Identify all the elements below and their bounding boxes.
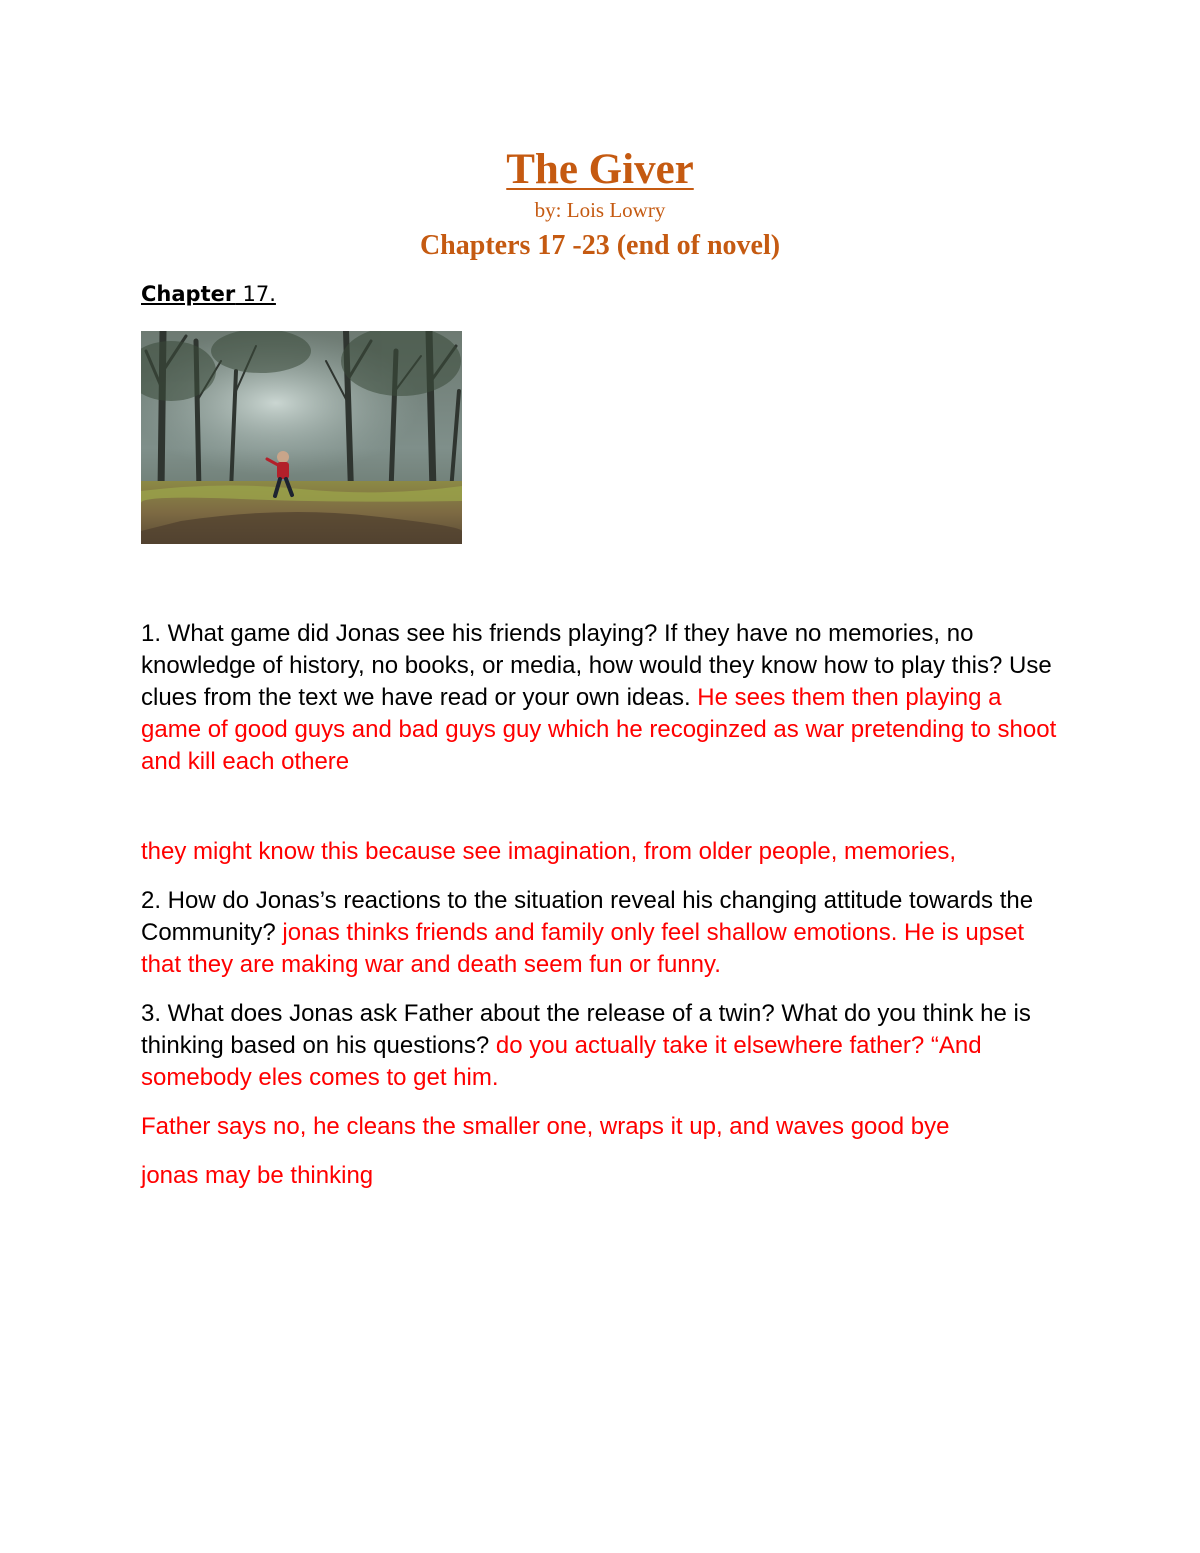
question-1-extra-answer: they might know this because see imagination, from older people, memories, xyxy=(141,838,957,865)
question-2-answer: jonas thinks friends and family only feel shallow emotions. He is upset that they are making war and death seem fun or funny. xyxy=(141,919,1025,978)
document-header xyxy=(0,142,1200,264)
document-subtitle: Chapters 17 -23 (end of novel) xyxy=(419,230,781,261)
document-title: The Giver xyxy=(506,146,694,193)
question-3 xyxy=(141,998,1061,1094)
chapter-photo-child-in-forest xyxy=(141,331,462,544)
question-2 xyxy=(141,885,1061,981)
question-3-extra-answer-2: jonas may be thinking xyxy=(141,1162,374,1189)
chapter-label: Chapter xyxy=(141,282,236,306)
question-1-answer: He sees them then playing a game of good guys and bad guys guy which he recoginzed as war pretending to shoot and kill each othere xyxy=(141,684,1057,775)
question-3-answer: do you actually take it elsewhere father? “And somebody eles comes to get him. xyxy=(141,1032,982,1091)
question-3-extra-answer-1: Father says no, he cleans the smaller one, wraps it up, and waves good bye xyxy=(141,1113,950,1140)
document-author: by: Lois Lowry xyxy=(534,198,666,222)
question-3-text: 3. What does Jonas ask Father about the release of a twin? What do you think he is thinking based on his questions? xyxy=(141,1000,1031,1059)
question-2-text: 2. How do Jonas’s reactions to the situation reveal his changing attitude towards the Community? xyxy=(141,887,1034,946)
question-1 xyxy=(141,618,1061,778)
question-list xyxy=(141,618,1061,1192)
chapter-number: 17. xyxy=(242,282,276,306)
chapter-heading xyxy=(141,280,276,308)
question-1-text: 1. What game did Jonas see his friends playing? If they have no memories, no knowledge of history, no books, or media, how would they know how to play this? Use clues from the text we have read or your own ideas. xyxy=(141,620,1052,711)
